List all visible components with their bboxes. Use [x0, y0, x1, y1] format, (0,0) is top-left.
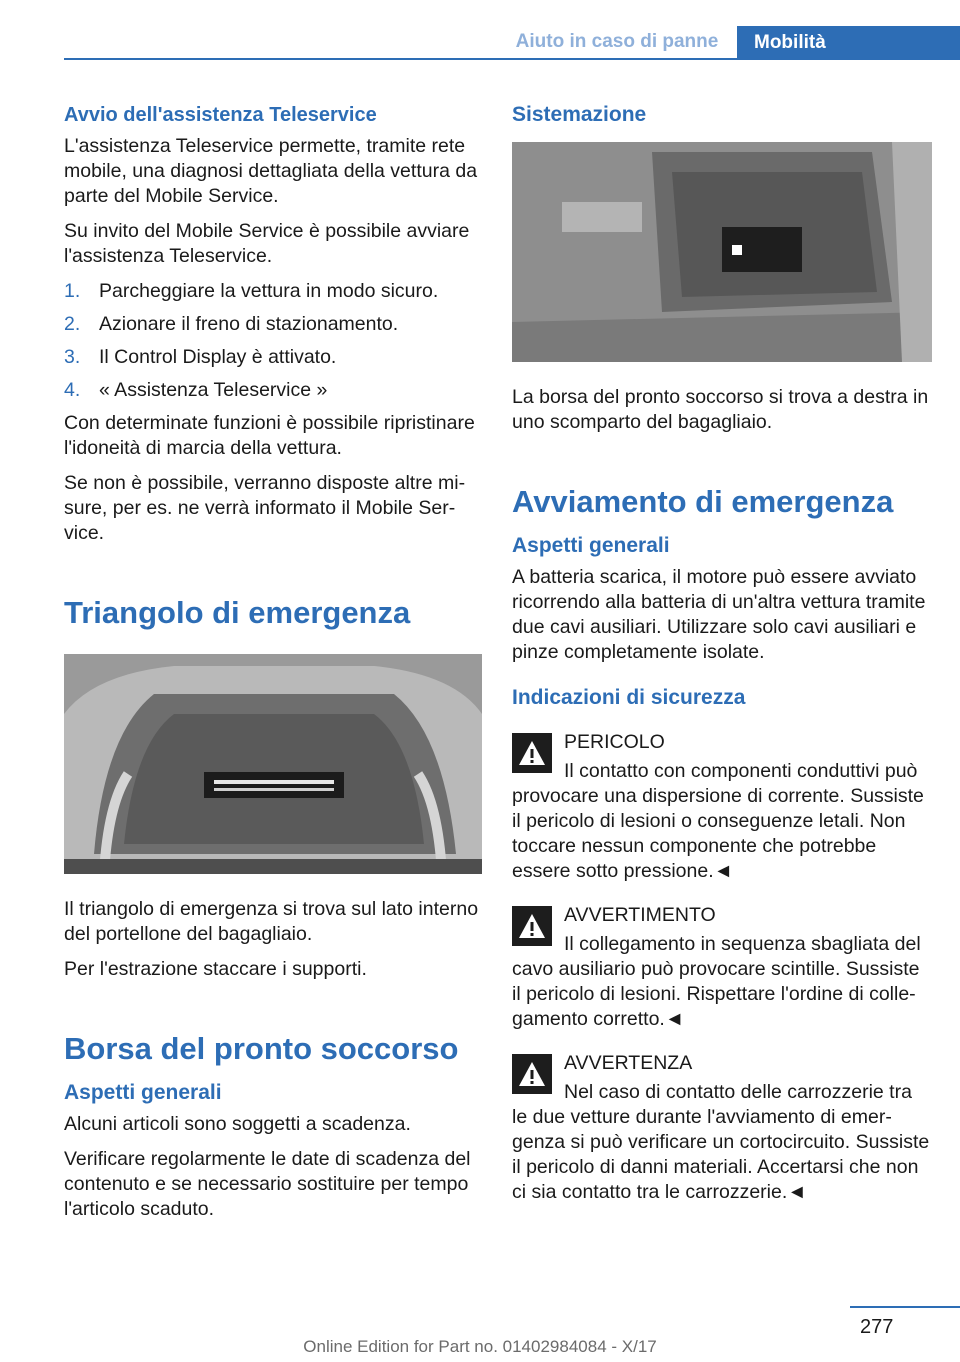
- edition-footer: Online Edition for Part no. 01402984084 - X/17: [303, 1337, 657, 1356]
- teleservice-paragraph-4: Se non è possibile, verranno disposte altre misure, per es. ne verrà informato il Mobile Service.: [64, 472, 466, 544]
- page-number: 277: [860, 1316, 894, 1338]
- warning-triangle-icon: [512, 1054, 552, 1094]
- footer-rule: [850, 1306, 960, 1308]
- header-chapter-tab: Mobilità: [737, 26, 960, 60]
- step-text: Parcheggiare la vettura in modo sicuro.: [99, 280, 439, 302]
- teleservice-paragraph-3: Con determinate funzioni è possibile ripristinare l'idoneità di marcia della vettura.: [64, 412, 475, 459]
- header-rule: [64, 58, 960, 60]
- teleservice-steps: [64, 279, 482, 403]
- warning-word: AVVERTIMENTO: [564, 904, 716, 926]
- trunk-lid-photo: [64, 654, 482, 874]
- step-text: Azionare il freno di stazionamento.: [99, 313, 399, 335]
- teleservice-heading: Avvio dell'assistenza Teleservice: [64, 104, 377, 126]
- step-item: [64, 345, 482, 370]
- firstaid-paragraph-1: Alcuni articoli sono soggetti a scadenza.: [64, 1113, 411, 1135]
- warning-text: Nel caso di contatto delle carrozzerie tra le due vetture durante l'avviamento di emergenza si può verificare un cortocircuito. Sussiste il pericolo di danni materiali. Accertarsi che non ci sia contatto tra le carrozzerie.◄: [512, 1081, 930, 1203]
- step-text: Il Control Display è attivato.: [99, 346, 337, 368]
- step-number: 3.: [64, 346, 81, 368]
- left-column: [64, 100, 482, 1232]
- teleservice-paragraph-2: Su invito del Mobile Service è possibile avviare l'assistenza Teleservice.: [64, 220, 470, 267]
- warning-triangle-icon: [512, 733, 552, 773]
- firstaid-subheading: Aspetti generali: [64, 1081, 222, 1104]
- step-number: 1.: [64, 280, 81, 302]
- firstaid-title: Borsa del pronto soccorso: [64, 1031, 459, 1066]
- step-number: 2.: [64, 313, 81, 335]
- warning-text: Il collegamento in sequenza sbagliata del cavo ausiliario può provocare scintille. Sussiste il pericolo di lesioni. Rispettare l'ordine di collegamento corretto.◄: [512, 933, 921, 1030]
- warning-word: PERICOLO: [564, 731, 665, 753]
- step-text: « Assistenza Teleservice »: [99, 379, 328, 401]
- step-item: [64, 279, 482, 304]
- warning-word: AVVERTENZA: [564, 1052, 693, 1074]
- safety-heading: Indicazioni di sicurezza: [512, 686, 746, 709]
- firstaid-paragraph-2: Verificare regolarmente le date di scadenza del contenuto e se necessario sostituire per tempo l'articolo scaduto.: [64, 1148, 471, 1220]
- header-section-tab: Aiuto in caso di panne: [515, 31, 719, 52]
- jumpstart-subheading: Aspetti generali: [512, 534, 670, 557]
- placement-paragraph: La borsa del pronto soccorso si trova a destra in uno scomparto del bagagliaio.: [512, 386, 929, 433]
- step-number: 4.: [64, 379, 81, 401]
- triangle-paragraph-1: Il triangolo di emergenza si trova sul lato interno del portellone del bagagliaio.: [64, 898, 479, 945]
- trunk-compartment-photo: [512, 142, 932, 362]
- jumpstart-title: Avviamento di emergenza: [512, 484, 894, 519]
- placement-heading: Sistemazione: [512, 103, 647, 126]
- warning-caution: [512, 902, 932, 1032]
- step-item: [64, 312, 482, 337]
- triangle-title: Triangolo di emergenza: [64, 595, 411, 630]
- step-item: [64, 378, 482, 403]
- right-column: [512, 100, 932, 1211]
- jumpstart-paragraph: A batteria scarica, il motore può essere avviato ricorrendo alla batteria di un'altra vettura tramite due cavi ausiliari. Utilizzare solo cavi ausiliari e pinze completamente isolate.: [512, 566, 926, 663]
- warning-triangle-icon: [512, 906, 552, 946]
- warning-danger: [512, 729, 932, 884]
- warning-text: Il contatto con componenti conduttivi può provocare una dispersione di corrente. Sussiste il pericolo di lesioni o conseguenze letali. Non toccare nessun componente che potrebbe essere sotto pressione.◄: [512, 760, 924, 882]
- triangle-paragraph-2: Per l'estrazione staccare i supporti.: [64, 958, 367, 980]
- warning-notice: [512, 1050, 932, 1205]
- teleservice-paragraph-1: L'assistenza Teleservice permette, tramite rete mobile, una diagnosi dettagliata della vettura da parte del Mobile Service.: [64, 135, 478, 207]
